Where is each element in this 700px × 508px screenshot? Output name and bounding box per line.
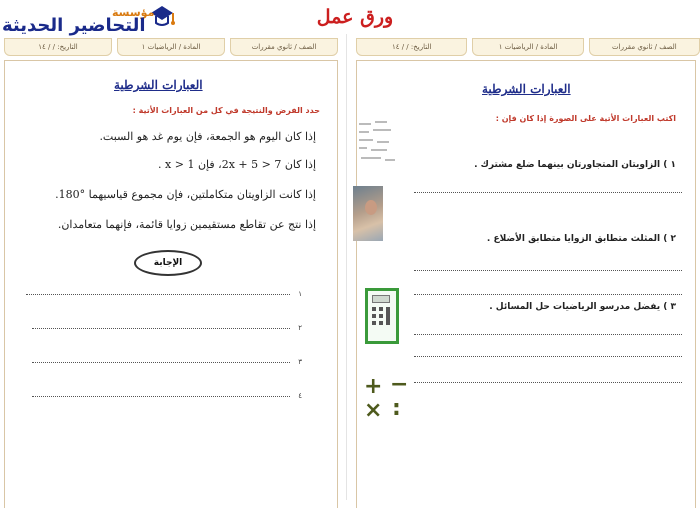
question-3: ٣ ) يفضل مدرسو الرياضيات حل المسائل .: [489, 302, 676, 312]
page-header: [356, 38, 700, 56]
main-title: ورق عمل: [316, 6, 394, 28]
worksheet-right-page: [352, 38, 700, 508]
instruction: اكتب العبارات الأتية على الصورة إذا كان فإن :: [495, 114, 676, 123]
minus-icon: −: [390, 372, 409, 397]
statement-4: إذا نتج عن تقاطع مستقيمين زوايا قائمة، فإنهما متعامدان.: [57, 218, 316, 231]
date-field: التاريخ: / / ١٤: [356, 38, 467, 56]
site-logo: [0, 0, 180, 40]
answer-line-3[interactable]: [32, 362, 290, 363]
subject-field: المادة / الرياضيات ١: [472, 38, 583, 56]
answer-line-1[interactable]: [26, 294, 290, 295]
page-border: [4, 60, 338, 508]
logo-title: التحاضير الحديثة: [2, 15, 146, 36]
statement-3: إذا كانت الزاويتان متكاملتين، فإن مجموع قياسيهما °180.: [55, 188, 316, 201]
answer-line-q3b[interactable]: [414, 356, 682, 357]
page-divider: [346, 34, 347, 500]
worksheet-title: العبارات الشرطية: [482, 82, 571, 96]
answer-number-2: ٢: [298, 324, 302, 332]
multiply-icon: ×: [364, 398, 383, 423]
page-border: [356, 60, 696, 508]
subject-field: المادة / الرياضيات ١: [117, 38, 225, 56]
answer-number-1: ١: [298, 290, 302, 298]
answer-line-q2a[interactable]: [414, 270, 682, 271]
student-photo: [353, 186, 383, 241]
answer-number-3: ٣: [298, 358, 302, 366]
date-field: التاريخ: / / ١٤: [4, 38, 112, 56]
worksheet-title: العبارات الشرطية: [114, 78, 203, 92]
answer-line-4[interactable]: [32, 396, 290, 397]
math-operators-icon: [362, 374, 412, 424]
class-field: الصف / ثانوي مقررات: [589, 38, 700, 56]
worksheet-left-page: [0, 38, 342, 508]
answer-line-q3a[interactable]: [414, 334, 682, 335]
answer-label: الإجابة: [134, 250, 202, 276]
answer-line-q2b[interactable]: [414, 294, 682, 295]
page-header: [4, 38, 338, 56]
question-1: ١ ) الزاويتان المتجاورتان بينهما ضلع مشترك .: [474, 160, 676, 170]
class-field: الصف / ثانوي مقررات: [230, 38, 338, 56]
statement-2: إذا كان 2x + 5 > 7، فإن x > 1 .: [158, 158, 316, 171]
plus-icon: +: [364, 374, 383, 399]
answer-line-q3c[interactable]: [414, 382, 682, 383]
answer-line-q1[interactable]: [414, 192, 682, 193]
notes-image: [357, 118, 403, 166]
divide-icon: :: [392, 396, 401, 421]
answer-number-4: ٤: [298, 392, 302, 400]
answer-line-2[interactable]: [32, 328, 290, 329]
question-2: ٢ ) المثلث متطابق الزوايا متطابق الأضلاع .: [486, 234, 676, 244]
instruction: حدد الفرض والنتيجة في كل من العبارات الأتية :: [132, 106, 320, 115]
calculator-image: [365, 288, 399, 344]
logo-subtitle: مؤسسة: [112, 6, 155, 19]
statement-1: إذا كان اليوم هو الجمعة، فإن يوم غد هو السبت.: [99, 130, 316, 143]
